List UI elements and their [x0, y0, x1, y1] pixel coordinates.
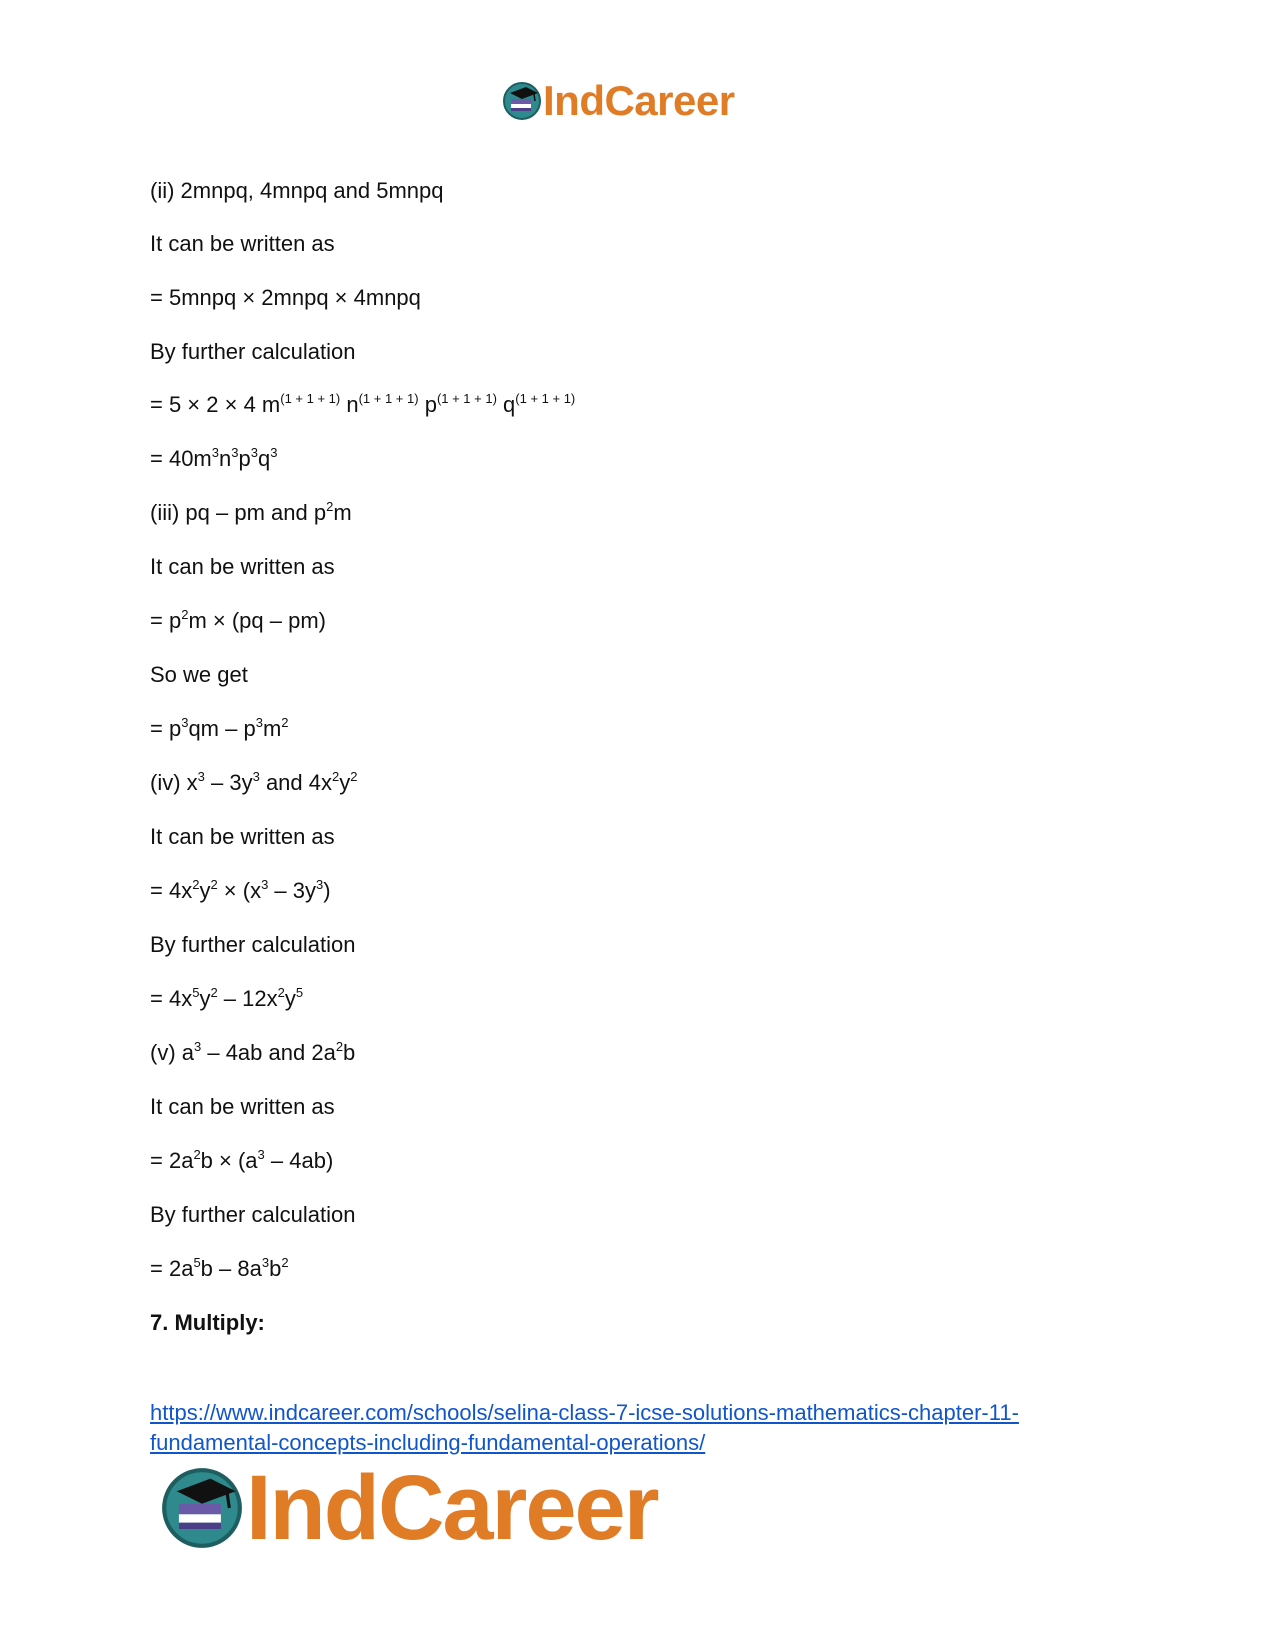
math-line: = $p^3qm - p^3m^2$ [150, 715, 289, 741]
text-line: By further calculation [150, 932, 356, 957]
text-line: By further calculation [150, 339, 356, 364]
graduation-book-globe-icon [160, 1466, 244, 1550]
text-line: = 5mnpq × 2mnpq × 4mnpq [150, 285, 421, 310]
text-line: By further calculation [150, 1202, 356, 1227]
math-line: (iii) pq – pm and $p^2m$ [150, 499, 352, 525]
text-line: It can be written as [150, 824, 335, 849]
math-line: (iv) $x^3 - 3y^3$ and $4x^2y^2$ [150, 769, 358, 795]
text-line: It can be written as [150, 554, 335, 579]
text-line: (ii) 2mnpq, 4mnpq and 5mnpq [150, 178, 444, 203]
footer-logo [160, 1457, 658, 1559]
text-line: It can be written as [150, 231, 335, 256]
footer-logo-text: IndCareer [246, 1457, 658, 1559]
header-logo [502, 77, 735, 124]
math-line: = $4x^2y^2 \times (x^3 - 3y^3)$ [150, 877, 331, 903]
math-line: (v) $a^3 - 4ab$ and $2a^2b$ [150, 1039, 356, 1065]
math-line: = $4x^5y^2 - 12x^2y^5$ [150, 985, 304, 1011]
text-line: It can be written as [150, 1094, 335, 1119]
math-line: = $2a^5b - 8a^3b^2$ [150, 1255, 289, 1281]
section-heading: 7. Multiply: [150, 1310, 265, 1335]
math-line: = $2a^2b \times (a^3 - 4ab)$ [150, 1147, 334, 1173]
math-line: = 5 × 2 × 4 $m^{(1 + 1 + 1)}$ $n^{(1 + 1 + 1)}$ $p^{(1 + 1 + 1)}$ $q^{(1 + 1 + 1)}$ [150, 391, 576, 417]
graduation-book-globe-icon [502, 81, 542, 121]
math-line: = $p^2m \times (pq - pm)$ [150, 607, 326, 633]
text-line: So we get [150, 662, 248, 687]
header-logo-text: IndCareer [543, 77, 735, 124]
math-line: = $40m^3n^3p^3q^3$ [150, 445, 278, 471]
source-link[interactable]: https://www.indcareer.com/schools/selina-class-7-icse-solutions-mathematics-chapter-11-fundamental-concepts-including-fundamental-operations/ [150, 1400, 1019, 1455]
